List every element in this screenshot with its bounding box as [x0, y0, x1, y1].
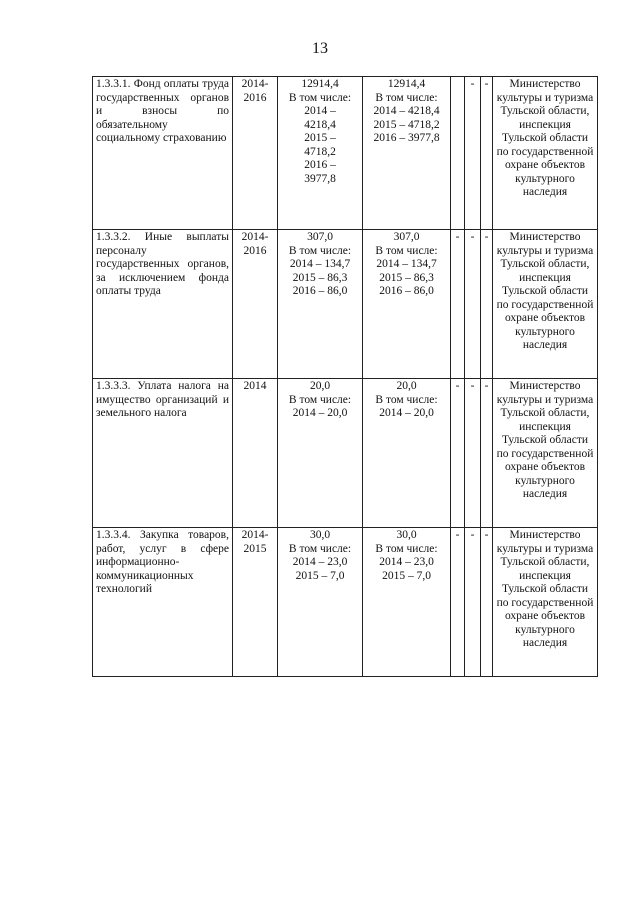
regional-funding: 12914,4 В том числе: 2014 – 4218,4 2015 – 4718,2 2016 – 3977,8: [363, 77, 451, 230]
funding-cell-2: -: [465, 230, 481, 379]
measure-period: 2014-2016: [233, 77, 278, 230]
total-funding: 307,0 В том числе: 2014 – 134,7 2015 – 86,3 2016 – 86,0: [278, 230, 363, 379]
funding-cell-1: -: [451, 528, 465, 677]
table-row: [93, 379, 598, 528]
measure-description: 1.3.3.3. Уплата налога на имущество организаций и земельного налога: [93, 379, 233, 528]
measure-period: 2014-2015: [233, 528, 278, 677]
page-number: 13: [312, 40, 328, 57]
total-funding: 20,0 В том числе: 2014 – 20,0: [278, 379, 363, 528]
funding-cell-2: -: [465, 379, 481, 528]
total-funding: 12914,4 В том числе: 2014 – 4218,4 2015 – 4718,2 2016 – 3977,8: [278, 77, 363, 230]
funding-cell-1: -: [451, 379, 465, 528]
measure-description: 1.3.3.4. Закупка товаров, работ, услуг в сфере информационно-коммуникационных технологий: [93, 528, 233, 677]
measure-description: 1.3.3.1. Фонд оплаты труда государственных органов и взносы по обязательному социальному страхованию: [93, 77, 233, 230]
responsible-agency: Министерство культуры и туризма Тульской области, инспекция Тульской области по государственной охране объектов культурного наследия: [493, 528, 598, 677]
funding-cell-3: -: [481, 379, 493, 528]
table-row: [93, 77, 598, 230]
total-funding: 30,0 В том числе: 2014 – 23,0 2015 – 7,0: [278, 528, 363, 677]
funding-cell-3: -: [481, 230, 493, 379]
measure-description: 1.3.3.2. Иные выплаты персоналу государственных органов, за исключением фонда оплаты труда: [93, 230, 233, 379]
responsible-agency: Министерство культуры и туризма Тульской области, инспекция Тульской области по государственной охране объектов культурного наследия: [493, 77, 598, 230]
measure-period: 2014: [233, 379, 278, 528]
responsible-agency: Министерство культуры и туризма Тульской области, инспекция Тульской области по государственной охране объектов культурного наследия: [493, 379, 598, 528]
table-row: [93, 230, 598, 379]
measure-period: 2014-2016: [233, 230, 278, 379]
funding-cell-2: -: [465, 77, 481, 230]
funding-cell-3: -: [481, 77, 493, 230]
measures-table: [92, 76, 598, 677]
funding-cell-2: -: [465, 528, 481, 677]
regional-funding: 30,0 В том числе: 2014 – 23,0 2015 – 7,0: [363, 528, 451, 677]
funding-cell-1: -: [451, 230, 465, 379]
table-row: [93, 528, 598, 677]
funding-cell-1: [451, 77, 465, 230]
regional-funding: 20,0 В том числе: 2014 – 20,0: [363, 379, 451, 528]
regional-funding: 307,0 В том числе: 2014 – 134,7 2015 – 86,3 2016 – 86,0: [363, 230, 451, 379]
responsible-agency: Министерство культуры и туризма Тульской области, инспекция Тульской области по государственной охране объектов культурного наследия: [493, 230, 598, 379]
funding-cell-3: -: [481, 528, 493, 677]
